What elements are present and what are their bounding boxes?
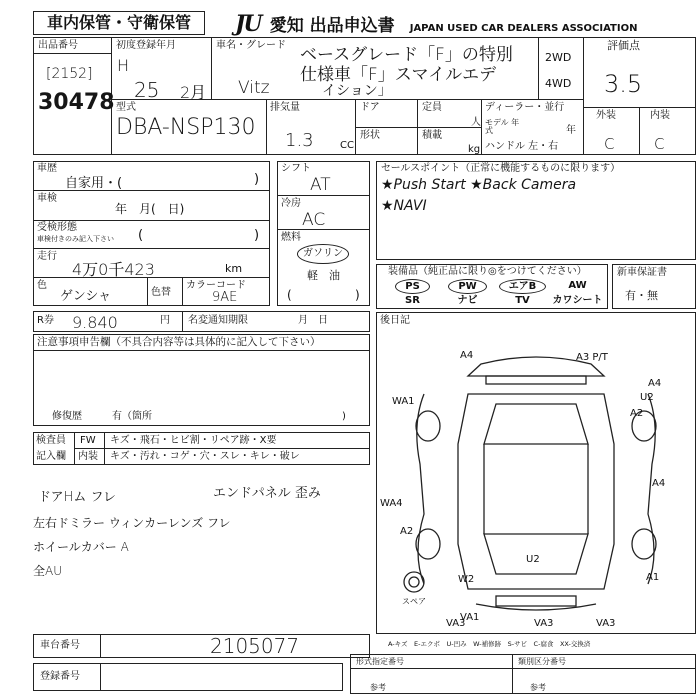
int-label: 内装 <box>650 110 670 121</box>
color-label: 色 <box>37 280 47 291</box>
diag-spare-label: スペア <box>402 597 426 606</box>
equip-leather: カワシート <box>552 295 603 306</box>
door-label: ドア <box>360 102 380 113</box>
diag-mark-7: WA4 <box>380 498 403 509</box>
recycle-value: 9.840 <box>72 313 118 332</box>
load-label: 積載 <box>422 130 442 141</box>
comment-2: エンドパネル 歪み <box>213 486 321 501</box>
diag-mark-2: A3 P/T <box>576 352 608 363</box>
diag-mark-4: U2 <box>640 392 654 403</box>
diag-mark-12: A1 <box>646 572 660 583</box>
model-label: 型式 <box>116 102 136 113</box>
storage-label: 車内保管・守衛保管 <box>46 13 191 32</box>
shape-label: 形状 <box>360 130 380 141</box>
color-code-label: カラーコード <box>186 280 246 291</box>
color-code-value: 9AE <box>212 290 238 305</box>
fuel-label: 燃料 <box>281 232 301 243</box>
diag-mark-14: VA3 <box>534 618 554 629</box>
drive-4wd: 4WD <box>545 77 572 90</box>
accept-sub: 車検付きのみ記入下さい <box>37 235 114 243</box>
int-value: C <box>654 135 665 153</box>
repair-label: 修復歴 <box>52 411 82 422</box>
header-banner <box>235 11 695 37</box>
model-year-label: モデル 年式 <box>485 118 520 135</box>
first-reg-label: 初度登録年月 <box>116 40 176 51</box>
fuel-gas: ガソリン <box>297 244 349 264</box>
fw-items: キズ・飛石・ヒビ割・リペア跡・X要 <box>110 435 277 446</box>
diag-mark-9: A4 <box>652 478 666 489</box>
grade-line3: イション」 <box>322 83 392 99</box>
fw-label: FW <box>80 435 96 446</box>
equip-tv: TV <box>515 295 530 306</box>
car-diagram <box>376 334 696 634</box>
score-label: 評価点 <box>607 39 640 52</box>
sales-line2: ★NAVI <box>381 198 427 214</box>
load-unit: kg <box>468 144 481 155</box>
repair-value: 有（箇所 <box>112 411 152 422</box>
ext-label: 外装 <box>596 110 616 121</box>
chassis-label: 車台番号 <box>40 640 80 651</box>
sales-label: セールスポイント（正常に機能するものに限ります） <box>381 163 621 174</box>
lot-sub: [2152] <box>46 66 93 82</box>
mileage-label: 走行 <box>37 251 57 262</box>
car-name: Vitz <box>238 78 270 98</box>
chassis-row <box>33 634 370 658</box>
form-title: 愛知 出品申込書 <box>269 16 395 36</box>
dealer-label: ディーラー・並行 <box>485 102 565 113</box>
recycle-unit: 円 <box>160 315 170 326</box>
int-items: キズ・汚れ・コゲ・穴・スレ・キレ・破レ <box>110 451 300 462</box>
seat-label: 定員 <box>422 102 442 113</box>
int-label-row: 内装 <box>78 451 98 462</box>
accept-label: 受検形態 <box>37 222 77 233</box>
comment-1: ドアHム フレ <box>38 490 116 505</box>
diag-mark-1: A4 <box>460 350 474 361</box>
shift-value: AT <box>310 175 331 195</box>
recycle-label: R券 <box>37 315 54 326</box>
first-reg-year: 25 <box>134 78 160 102</box>
ac-value: AC <box>302 210 326 230</box>
model-value: DBA-NSP130 <box>116 115 256 140</box>
equip-ps: PS <box>395 279 430 294</box>
displacement-unit: CC <box>340 140 354 151</box>
car-name-label: 車名・グレード <box>216 40 286 51</box>
equip-navi: ナビ <box>457 295 478 306</box>
comments-area <box>33 470 370 630</box>
shape-number-label: 形式指定番号 <box>356 657 404 666</box>
grade-line1: ベースグレード「F」の特別 <box>300 45 513 65</box>
equip-sr: SR <box>405 295 420 306</box>
displacement-label: 排気量 <box>270 102 300 113</box>
score-value: 3.5 <box>604 70 643 98</box>
diag-mark-3: A4 <box>648 378 662 389</box>
history-label: 車歴 <box>37 163 57 174</box>
comment-3: 左右ドミラー ウィンカーレンズ フレ <box>33 516 231 530</box>
diag-mark-8: A2 <box>400 526 414 537</box>
color-value: ゲンシャ <box>60 289 112 304</box>
chassis-value: 2105077 <box>210 634 300 658</box>
class-number-label: 類別区分番号 <box>518 657 566 666</box>
first-reg-month: 2月 <box>180 83 207 102</box>
equip-airbag: エアB <box>499 279 546 294</box>
name-change-label: 名変通知期限 <box>188 315 248 326</box>
drive-2wd: 2WD <box>545 51 572 64</box>
shift-label: シフト <box>281 163 311 174</box>
entry-label: 記入欄 <box>36 451 66 462</box>
first-reg-era: H <box>117 56 130 75</box>
shaken-label: 車検 <box>37 193 57 204</box>
registration-label: 登録番号 <box>40 671 80 682</box>
model-year-unit: 年 <box>566 125 576 136</box>
grade-line2: 仕様車「F」スマイルエデ <box>300 65 497 85</box>
diagram-legend: A-キズ E-エクボ U-凹み W-補修跡 S-サビ C-腐食 XX-交換済 <box>388 640 591 648</box>
sales-line1: ★Push Start ★Back Camera <box>381 177 577 193</box>
diag-mark-16: VA1 <box>460 612 480 623</box>
fuel-diesel: 軽 油 <box>307 269 340 282</box>
diag-mark-11: U2 <box>526 554 540 565</box>
mileage-value: 4万0千423 <box>72 260 155 279</box>
ac-label: 冷房 <box>281 198 301 209</box>
displacement-value: 1.3 <box>285 130 314 151</box>
rear-label: 後日記 <box>380 315 410 326</box>
lot-label: 出品番号 <box>38 40 78 51</box>
mileage-unit: km <box>225 262 243 275</box>
notes-label: 注意事項申告欄（不具合内容等は具体的に記入して下さい） <box>37 336 321 348</box>
ext-value: C <box>604 135 615 153</box>
name-change-value: 月 日 <box>298 315 328 326</box>
equip-grid <box>385 279 605 307</box>
storage-box <box>33 11 205 35</box>
comment-5: 全AU <box>33 564 62 578</box>
warranty-value: 有・無 <box>625 289 658 302</box>
equip-pw: PW <box>448 279 487 294</box>
ref-label-2: 参考 <box>530 683 546 692</box>
diag-mark-5: WA1 <box>392 396 415 407</box>
equip-label: 装備品（純正品に限り◎をつけてください） <box>388 266 587 277</box>
handle-label: ハンドル 左・右 <box>485 141 559 152</box>
form-subtitle: JAPAN USED CAR DEALERS ASSOCIATION <box>409 23 638 34</box>
comment-4: ホイールカバー A <box>33 540 129 554</box>
diag-mark-6: A2 <box>630 408 644 419</box>
inspector-label: 検査員 <box>36 435 66 446</box>
diag-mark-15: VA3 <box>596 618 616 629</box>
history-value: 自家用・( <box>65 176 123 191</box>
warranty-label: 新車保証書 <box>617 267 667 278</box>
diag-mark-13: VA3 <box>446 618 466 629</box>
seat-unit: 人 <box>471 117 481 128</box>
color-change-label: 色替 <box>151 287 171 298</box>
ref-label-1: 参考 <box>370 683 386 692</box>
lot-number: 30478 <box>38 90 115 115</box>
ju-logo-icon: JU <box>235 11 261 37</box>
shaken-value: 年 月( 日) <box>115 202 185 216</box>
diag-mark-10: W2 <box>458 574 475 585</box>
equip-aw: AW <box>568 280 587 291</box>
